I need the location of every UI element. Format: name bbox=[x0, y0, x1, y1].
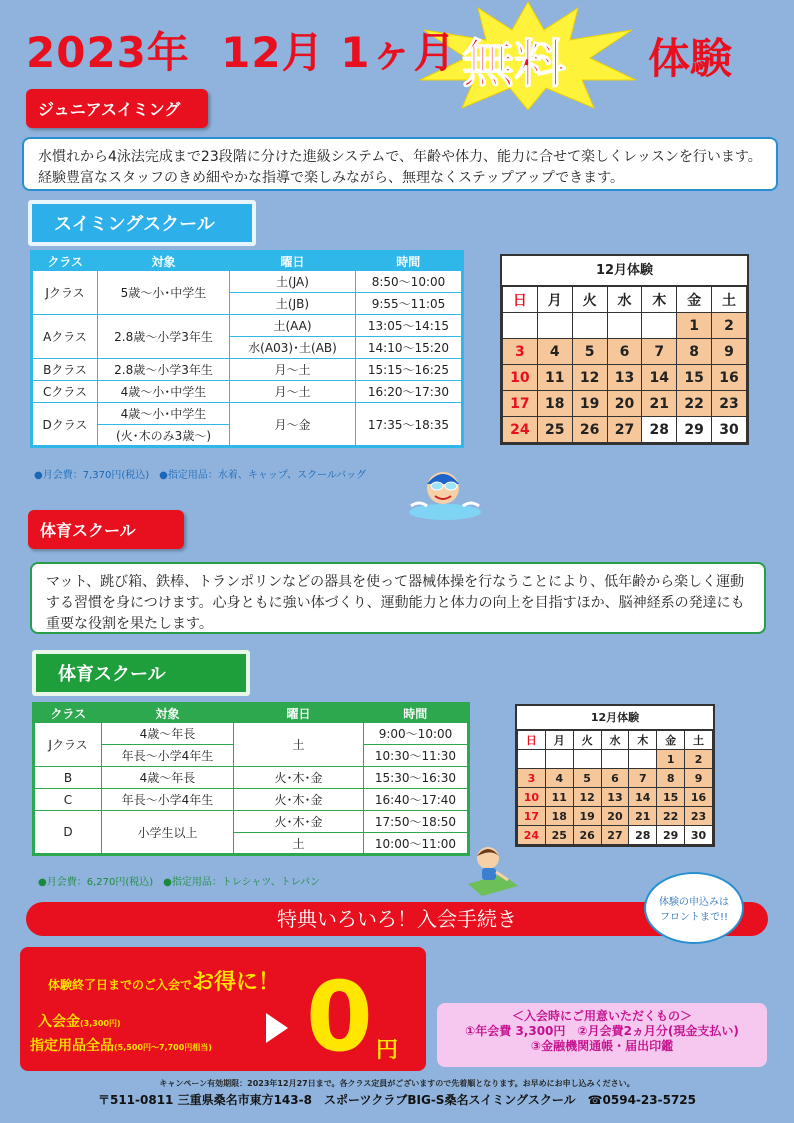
calendar-week-row bbox=[518, 750, 713, 769]
time-cell: 10:30～11:30 bbox=[364, 745, 469, 767]
calendar-day: 23 bbox=[685, 807, 713, 826]
day-cell: 土 bbox=[234, 833, 364, 855]
goods-label: 指定用品全品 bbox=[30, 1038, 114, 1054]
benefit-bar: 特典いろいろ！入会手続き bbox=[26, 902, 768, 936]
class-cell: C bbox=[34, 789, 102, 811]
calendar-day: 11 bbox=[545, 788, 573, 807]
calendar-weekday: 日 bbox=[518, 731, 546, 750]
badge-line: フロントまで!! bbox=[659, 912, 729, 923]
class-cell: Cクラス bbox=[32, 381, 98, 403]
calendar-day: 13 bbox=[607, 365, 642, 391]
day-cell: 土(JA) bbox=[230, 271, 356, 293]
calendar-day: 29 bbox=[677, 417, 712, 443]
calendar-weekday: 火 bbox=[573, 731, 601, 750]
campaign-note: キャンペーン有効期限：2023年12月27日まで。各クラス定員がございますので先着順となります。お早めにお申し込みください。 bbox=[159, 1079, 635, 1088]
day-cell: 土 bbox=[234, 723, 364, 767]
table-row bbox=[32, 359, 463, 381]
calendar-week-row bbox=[503, 365, 747, 391]
calendar-weekday: 水 bbox=[601, 731, 629, 750]
entry-fee-amount: (3,300円) bbox=[80, 1019, 121, 1028]
calendar-day: 28 bbox=[629, 826, 657, 845]
calendar-day bbox=[503, 313, 538, 339]
time-cell: 17:50～18:50 bbox=[364, 811, 469, 833]
offer-line-goods bbox=[30, 1035, 212, 1055]
table-row bbox=[34, 789, 469, 811]
calendar-day: 30 bbox=[685, 826, 713, 845]
day-cell: 火･木･金 bbox=[234, 767, 364, 789]
calendar-weekday-row bbox=[503, 287, 747, 313]
calendar-week-row bbox=[518, 769, 713, 788]
time-cell: 15:15～16:25 bbox=[356, 359, 463, 381]
junior-swimming-tab: ジュニアスイミング bbox=[26, 89, 208, 128]
calendar-day: 28 bbox=[642, 417, 677, 443]
table-row bbox=[34, 811, 469, 833]
header-time: 時間 bbox=[356, 252, 463, 271]
calendar-weekday: 金 bbox=[677, 287, 712, 313]
calendar-day: 6 bbox=[607, 339, 642, 365]
goods-amount: (5,500円～7,700円相当) bbox=[114, 1043, 212, 1052]
day-cell: 月～土 bbox=[230, 381, 356, 403]
target-cell: 5歳～小･中学生 bbox=[98, 271, 230, 315]
time-cell: 17:35～18:35 bbox=[356, 403, 463, 447]
gym-calendar bbox=[515, 704, 715, 847]
calendar-day: 22 bbox=[657, 807, 685, 826]
day-cell: 土(AA) bbox=[230, 315, 356, 337]
class-cell: D bbox=[34, 811, 102, 855]
calendar-day bbox=[607, 313, 642, 339]
trial-label: 体験 bbox=[648, 34, 733, 83]
time-cell: 13:05～14:15 bbox=[356, 315, 463, 337]
calendar-day: 1 bbox=[657, 750, 685, 769]
gym-schedule-table bbox=[32, 702, 470, 856]
calendar-week-row bbox=[518, 788, 713, 807]
calendar-day: 16 bbox=[685, 788, 713, 807]
calendar-weekday: 火 bbox=[572, 287, 607, 313]
time-cell: 10:00～11:00 bbox=[364, 833, 469, 855]
calendar-week-row bbox=[503, 339, 747, 365]
junior-description: 水慣れから4泳法完成まで23段階に分けた進級システムで、年齢や体力、能力に合せて楽しくレッスンを行います。経験豊富なスタッフのきめ細やかな指導で楽しみながら、無理なくステップアップできます。 bbox=[22, 137, 778, 191]
class-cell: Aクラス bbox=[32, 315, 98, 359]
offer-line-entry-fee bbox=[38, 1011, 121, 1031]
calendar-day: 5 bbox=[573, 769, 601, 788]
requirements-line: ①年会費 3,300円 ②月会費2ヵ月分(現金支払い) bbox=[465, 1024, 739, 1038]
day-cell: 水(A03)･土(AB) bbox=[230, 337, 356, 359]
swim-calendar bbox=[500, 254, 749, 445]
time-cell: 15:30～16:30 bbox=[364, 767, 469, 789]
header-target: 対象 bbox=[98, 252, 230, 271]
gym-description: マット、跳び箱、鉄棒、トランポリンなどの器具を使って器械体操を行なうことにより、低年齢から楽しく運動する習慣を身につけます。心身ともに強い体づくり、運動能力と体力の向上を目指すほか、脳神経系の発達にも重要な役割を果たします。 bbox=[30, 562, 766, 634]
calendar-day: 1 bbox=[677, 313, 712, 339]
calendar-day: 24 bbox=[503, 417, 538, 443]
calendar-day: 29 bbox=[657, 826, 685, 845]
calendar-day: 30 bbox=[712, 417, 747, 443]
calendar-day: 25 bbox=[537, 417, 572, 443]
class-cell: Dクラス bbox=[32, 403, 98, 447]
calendar-weekday: 月 bbox=[537, 287, 572, 313]
target-cell: 2.8歳～小学3年生 bbox=[98, 315, 230, 359]
calendar-day bbox=[573, 750, 601, 769]
calendar-day: 3 bbox=[503, 339, 538, 365]
target-cell: 年長～小学4年生 bbox=[102, 789, 234, 811]
calendar-day: 19 bbox=[572, 391, 607, 417]
target-cell: (火･木のみ3歳～) bbox=[98, 425, 230, 447]
calendar-weekday: 月 bbox=[545, 731, 573, 750]
badge-line: 体験の申込みは bbox=[659, 897, 729, 908]
calendar-day: 6 bbox=[601, 769, 629, 788]
calendar-day bbox=[601, 750, 629, 769]
calendar-title: 12月体験 bbox=[502, 256, 747, 286]
calendar-day: 20 bbox=[601, 807, 629, 826]
gym-fee-note: ●月会費：6,270円(税込) ●指定用品：トレシャツ、トレパン bbox=[38, 877, 321, 888]
calendar-day: 15 bbox=[657, 788, 685, 807]
class-cell: Jクラス bbox=[32, 271, 98, 315]
arrow-icon bbox=[266, 1013, 288, 1043]
day-cell: 土(JB) bbox=[230, 293, 356, 315]
target-cell: 2.8歳～小学3年生 bbox=[98, 359, 230, 381]
calendar-day: 10 bbox=[518, 788, 546, 807]
header-class: クラス bbox=[32, 252, 98, 271]
address-line: 〒511-0811 三重県桑名市東方143-8 スポーツクラブBIG-S桑名スイミングスクール ☎0594-23-5725 bbox=[97, 1093, 697, 1107]
calendar-day: 7 bbox=[642, 339, 677, 365]
table-header-row bbox=[34, 704, 469, 723]
swimmer-illustration bbox=[405, 462, 485, 526]
calendar-weekday: 土 bbox=[685, 731, 713, 750]
calendar-grid bbox=[517, 730, 713, 845]
table-row bbox=[32, 403, 463, 425]
calendar-weekday: 金 bbox=[657, 731, 685, 750]
swim-fee-note: ●月会費：7,370円(税込) ●指定用品：水着、キャップ、スクールバッグ bbox=[34, 470, 367, 481]
calendar-day: 21 bbox=[629, 807, 657, 826]
target-cell: 4歳～小･中学生 bbox=[98, 381, 230, 403]
calendar-day: 18 bbox=[545, 807, 573, 826]
offer-lead bbox=[48, 965, 280, 996]
calendar-day: 24 bbox=[518, 826, 546, 845]
calendar-weekday: 木 bbox=[629, 731, 657, 750]
calendar-day: 27 bbox=[607, 417, 642, 443]
calendar-day: 21 bbox=[642, 391, 677, 417]
free-label: 無料 bbox=[462, 35, 567, 95]
day-cell: 月～土 bbox=[230, 359, 356, 381]
calendar-day: 22 bbox=[677, 391, 712, 417]
offer-lead-small: 体験終了日までのご入会で bbox=[48, 978, 193, 992]
calendar-day: 7 bbox=[629, 769, 657, 788]
page-title: 2023年 12月 1ヶ月 bbox=[26, 28, 457, 77]
calendar-day: 8 bbox=[677, 339, 712, 365]
enrollment-requirements bbox=[437, 1003, 767, 1067]
zero-price: 0 bbox=[306, 961, 373, 1073]
calendar-day: 18 bbox=[537, 391, 572, 417]
entry-fee-label: 入会金 bbox=[38, 1014, 80, 1030]
calendar-week-row bbox=[503, 391, 747, 417]
offer-lead-big: お得に！ bbox=[192, 970, 281, 995]
calendar-day: 4 bbox=[545, 769, 573, 788]
time-cell: 9:55～11:05 bbox=[356, 293, 463, 315]
calendar-day: 14 bbox=[629, 788, 657, 807]
swimming-schedule-table bbox=[30, 250, 464, 448]
gymnast-illustration bbox=[462, 840, 522, 896]
calendar-day: 13 bbox=[601, 788, 629, 807]
calendar-day bbox=[572, 313, 607, 339]
calendar-day: 15 bbox=[677, 365, 712, 391]
day-cell: 火･木･金 bbox=[234, 789, 364, 811]
header-target: 対象 bbox=[102, 704, 234, 723]
requirements-line: ③金融機関通帳・届出印鑑 bbox=[530, 1039, 674, 1053]
calendar-day: 25 bbox=[545, 826, 573, 845]
table-row bbox=[34, 767, 469, 789]
calendar-day: 10 bbox=[503, 365, 538, 391]
header-time: 時間 bbox=[364, 704, 469, 723]
calendar-title: 12月体験 bbox=[517, 706, 713, 730]
target-cell: 4歳～年長 bbox=[102, 767, 234, 789]
gym-school-tab: 体育スクール bbox=[28, 510, 184, 549]
calendar-day bbox=[545, 750, 573, 769]
calendar-day: 20 bbox=[607, 391, 642, 417]
calendar-day: 14 bbox=[642, 365, 677, 391]
calendar-day: 17 bbox=[503, 391, 538, 417]
calendar-weekday: 木 bbox=[642, 287, 677, 313]
target-cell: 年長～小学4年生 bbox=[102, 745, 234, 767]
class-cell: Jクラス bbox=[34, 723, 102, 767]
header-day: 曜日 bbox=[230, 252, 356, 271]
calendar-day: 9 bbox=[685, 769, 713, 788]
calendar-day: 2 bbox=[685, 750, 713, 769]
table-row bbox=[32, 271, 463, 293]
membership-offer bbox=[20, 947, 426, 1071]
calendar-day: 3 bbox=[518, 769, 546, 788]
header-day: 曜日 bbox=[234, 704, 364, 723]
target-cell: 小学生以上 bbox=[102, 811, 234, 855]
calendar-day: 4 bbox=[537, 339, 572, 365]
calendar-day: 23 bbox=[712, 391, 747, 417]
requirements-title: ＜入会時にご用意いただくもの＞ bbox=[511, 1009, 692, 1023]
calendar-day: 26 bbox=[573, 826, 601, 845]
target-cell: 4歳～小･中学生 bbox=[98, 403, 230, 425]
calendar-week-row bbox=[518, 826, 713, 845]
calendar-weekday: 日 bbox=[503, 287, 538, 313]
time-cell: 8:50～10:00 bbox=[356, 271, 463, 293]
table-row bbox=[32, 315, 463, 337]
calendar-day bbox=[537, 313, 572, 339]
swimming-school-tab: スイミングスクール bbox=[28, 200, 256, 246]
day-cell: 月～金 bbox=[230, 403, 356, 447]
time-cell: 14:10～15:20 bbox=[356, 337, 463, 359]
calendar-day: 12 bbox=[573, 788, 601, 807]
table-row bbox=[34, 723, 469, 745]
calendar-week-row bbox=[503, 417, 747, 443]
calendar-day bbox=[518, 750, 546, 769]
time-cell: 9:00～10:00 bbox=[364, 723, 469, 745]
calendar-day: 17 bbox=[518, 807, 546, 826]
table-header-row bbox=[32, 252, 463, 271]
time-cell: 16:40～17:40 bbox=[364, 789, 469, 811]
trial-application-badge bbox=[644, 872, 744, 944]
calendar-day: 12 bbox=[572, 365, 607, 391]
class-cell: B bbox=[34, 767, 102, 789]
calendar-day bbox=[642, 313, 677, 339]
gym-school-label: 体育スクール bbox=[32, 650, 250, 696]
target-cell: 4歳～年長 bbox=[102, 723, 234, 745]
calendar-weekday: 土 bbox=[712, 287, 747, 313]
calendar-day: 2 bbox=[712, 313, 747, 339]
calendar-day: 27 bbox=[601, 826, 629, 845]
calendar-week-row bbox=[518, 807, 713, 826]
calendar-day: 19 bbox=[573, 807, 601, 826]
calendar-day: 26 bbox=[572, 417, 607, 443]
calendar-week-row bbox=[503, 313, 747, 339]
calendar-day: 8 bbox=[657, 769, 685, 788]
calendar-day: 16 bbox=[712, 365, 747, 391]
calendar-day: 5 bbox=[572, 339, 607, 365]
class-cell: Bクラス bbox=[32, 359, 98, 381]
header-class: クラス bbox=[34, 704, 102, 723]
calendar-grid bbox=[502, 286, 747, 443]
calendar-day bbox=[629, 750, 657, 769]
calendar-weekday-row bbox=[518, 731, 713, 750]
yen-unit: 円 bbox=[376, 1038, 399, 1063]
calendar-weekday: 水 bbox=[607, 287, 642, 313]
day-cell: 火･木･金 bbox=[234, 811, 364, 833]
calendar-day: 9 bbox=[712, 339, 747, 365]
time-cell: 16:20～17:30 bbox=[356, 381, 463, 403]
table-row bbox=[32, 381, 463, 403]
calendar-day: 11 bbox=[537, 365, 572, 391]
